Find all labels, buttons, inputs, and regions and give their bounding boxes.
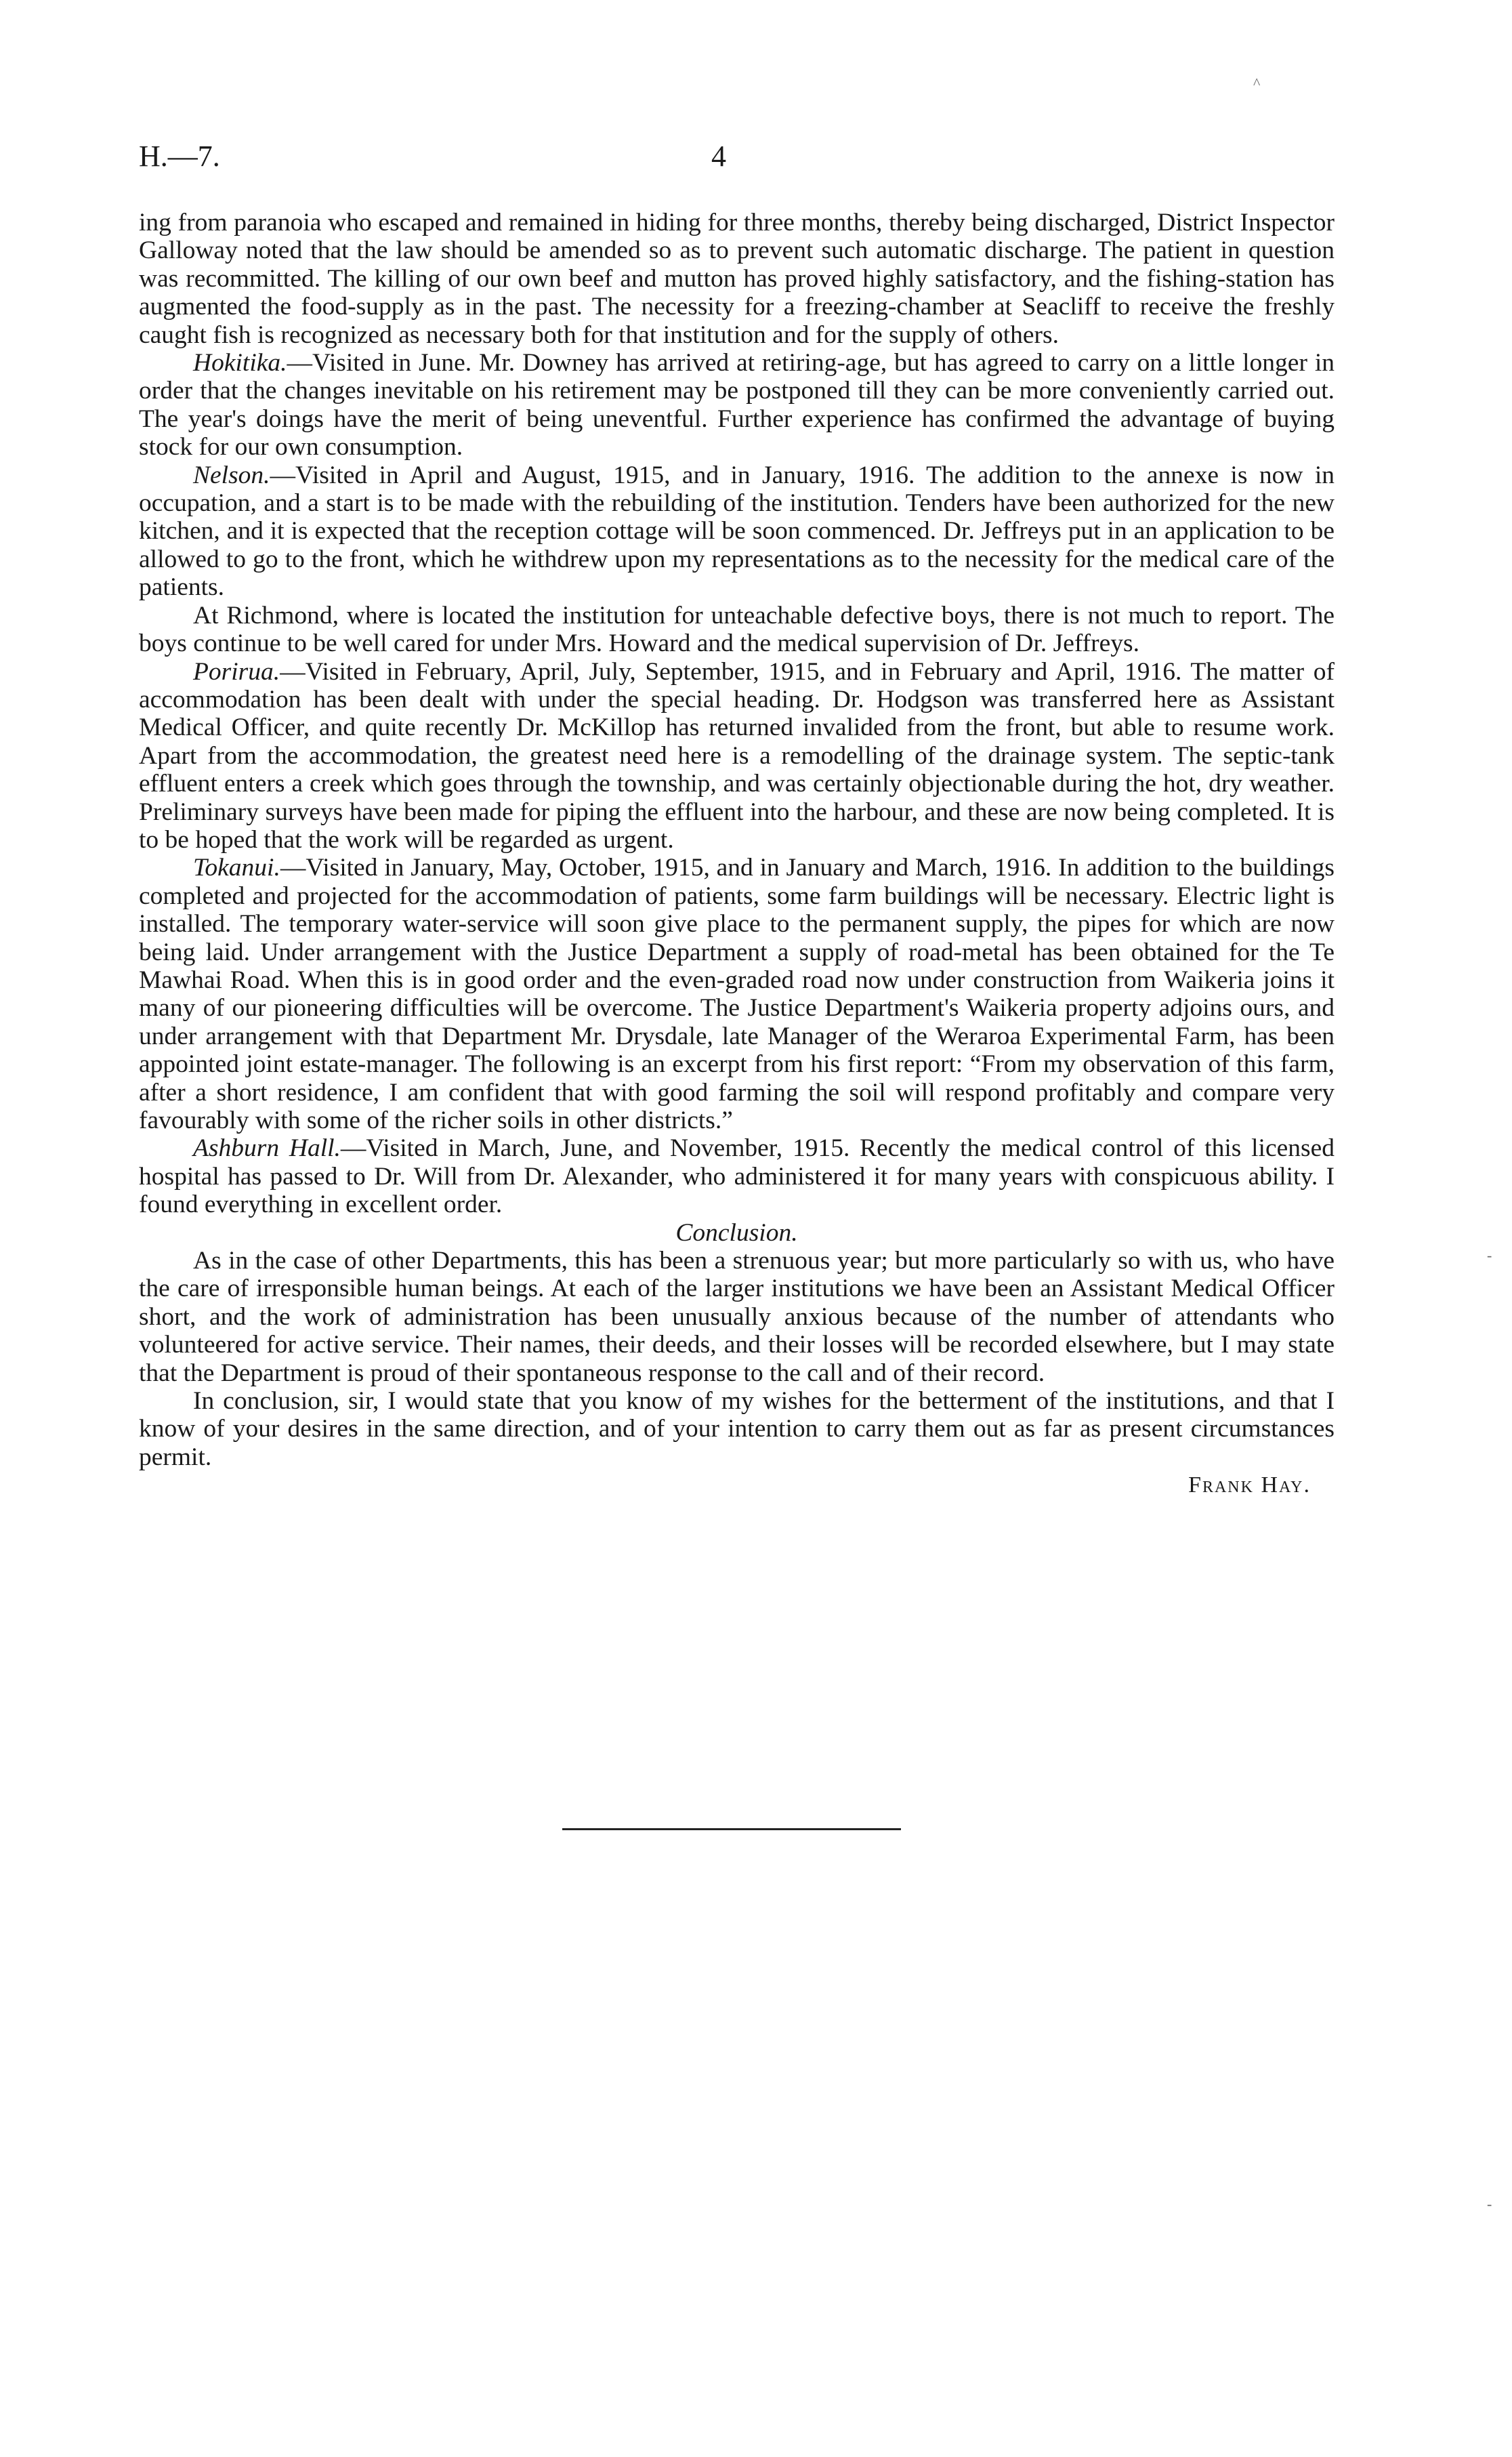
paragraph-conclusion-1: As in the case of other Departments, this has been a strenuous year; but more particularly so with us, who have the care of irresponsible human beings. At each of the larger institutions we have been an Assistant Medical Officer short, and the work of administration has been unusually anxious because of the number of attendants who volunteered for active service. Their names, their deeds, and their losses will be recorded elsewhere, but I may state that the Department is proud of their spontaneous response to the call and of their record. bbox=[139, 1247, 1335, 1387]
place-ashburn-hall: Ashburn Hall. bbox=[193, 1134, 341, 1163]
place-porirua: Porirua. bbox=[193, 657, 280, 686]
report-body bbox=[139, 209, 1335, 1500]
text-porirua: —Visited in February, April, July, September, 1915, and in February and April, 1916. The matter of accommodation has been dealt with under the special heading. Dr. Hodgson was transferred here as Assistant Medical Officer, and quite recently Dr. McKillop has returned invalided from the front, but able to resume work. Apart from the accommodation, the greatest need here is a remodelling of the drainage system. The septic-tank effluent enters a creek which goes through the township, and was certainly objectionable during the hot, dry weather. Preliminary surveys have been made for piping the effluent into the harbour, and these are now being completed. It is to be hoped that the work will be regarded as urgent. bbox=[139, 657, 1335, 854]
paragraph-nelson bbox=[139, 461, 1335, 602]
page-number: 4 bbox=[711, 140, 726, 173]
place-tokanui: Tokanui. bbox=[193, 854, 280, 882]
paragraph-conclusion-2: In conclusion, sir, I would state that you know of my wishes for the betterment of the institutions, and that I know of your desires in the same direction, and of your intention to carry them out as far as present circumstances permit. bbox=[139, 1387, 1335, 1471]
text-ashburn-hall: —Visited in March, June, and November, 1915. Recently the medical control of this licensed hospital has passed to Dr. Will from Dr. Alexander, who administered it for many years with conspicuous ability. I found everything in excellent order. bbox=[139, 1134, 1335, 1219]
closing-rule bbox=[562, 1828, 901, 1830]
paragraph-ashburn-hall bbox=[139, 1134, 1335, 1218]
paragraph-tokanui bbox=[139, 854, 1335, 1134]
document-reference: H.—7. bbox=[139, 140, 220, 173]
scan-mark: - bbox=[1487, 1247, 1492, 1264]
page-header bbox=[139, 139, 1379, 180]
text-nelson: —Visited in April and August, 1915, and in January, 1916. The addition to the annexe is now in occupation, and a start is to be made with the rebuilding of the institution. Tenders have been authorized for the new kitchen, and it is expected that the reception cottage will be soon commenced. Dr. Jeffreys put in an application to be allowed to go to the front, which he withdrew upon my representations as to the necessity for the medical care of the patients. bbox=[139, 461, 1335, 602]
place-hokitika: Hokitika. bbox=[193, 349, 287, 377]
paragraph-hokitika bbox=[139, 349, 1335, 461]
scan-mark: - bbox=[1487, 2195, 1492, 2212]
text-hokitika: —Visited in June. Mr. Downey has arrived at retiring-age, but has agreed to carry on a little longer in order that the changes inevitable on his retirement may be postponed till they can be more conveniently carried out. The year's doings have the merit of being uneventful. Further experience has confirmed the advantage of buying stock for our own consumption. bbox=[139, 349, 1335, 461]
place-nelson: Nelson. bbox=[193, 461, 270, 489]
scan-mark: ^ bbox=[1253, 75, 1261, 91]
signature: Frank Hay. bbox=[1188, 1472, 1311, 1498]
paragraph-richmond: At Richmond, where is located the institution for unteachable defective boys, there is not much to report. The boys continue to be well cared for under Mrs. Howard and the medical supervision of Dr. Jeffreys. bbox=[139, 601, 1335, 658]
text-tokanui: —Visited in January, May, October, 1915, and in January and March, 1916. In addition to the buildings completed and projected for the accommodation of patients, some farm buildings will be necessary. Electric light is installed. The temporary water-service will soon give place to the permanent supply, the pipes for which are now being laid. Under arrangement with the Justice Department a supply of road-metal has been obtained for the Te Mawhai Road. When this is in good order and the even-graded road now under construction from Waikeria joins it many of our pioneering difficulties will be overcome. The Justice Department's Waikeria property adjoins ours, and under arrangement with that Department Mr. Drysdale, late Manager of the Weraroa Experimental Farm, has been appointed joint estate-manager. The following is an excerpt from his first report: “From my observation of this farm, after a short residence, I am confident that with good farming the soil will respond profitably and compare very favourably with some of the richer soils in other districts.” bbox=[139, 854, 1335, 1134]
paragraph-porirua bbox=[139, 658, 1335, 854]
paragraph-seacliff-continued: ing from paranoia who escaped and remained in hiding for three months, thereby being discharged, District Inspector Galloway noted that the law should be amended so as to prevent such automatic discharge. The patient in question was recommitted. The killing of our own beef and mutton has proved highly satisfactory, and the fishing-station has augmented the food-supply as in the past. The necessity for a freezing-chamber at Seacliff to receive the freshly caught fish is recognized as necessary both for that institution and for the supply of others. bbox=[139, 209, 1335, 349]
conclusion-heading: Conclusion. bbox=[675, 1218, 798, 1247]
